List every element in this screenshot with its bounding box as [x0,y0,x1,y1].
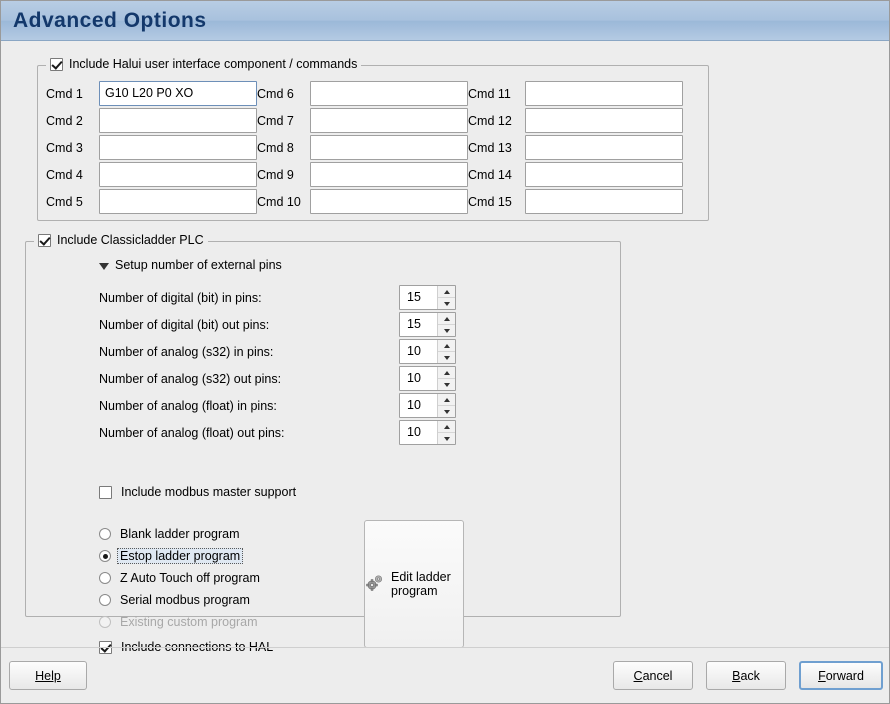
digital-in-pins-stepper[interactable] [399,285,456,310]
page-title: Advanced Options [13,8,207,32]
halui-command-grid [46,80,700,215]
cmd-14-label: Cmd 14 [468,167,512,182]
modbus-master-label: Include modbus master support [121,485,297,499]
ladder-program-radio-group [99,523,273,658]
analog-float-in-pins-value: 10 [407,398,421,412]
cmd-cell-8 [257,135,468,160]
existing-custom-radio [99,616,111,628]
classicladder-checkbox[interactable] [38,234,51,247]
radio-row-serial-modbus[interactable] [99,589,273,611]
spin-down-icon[interactable] [438,379,455,390]
analog-s32-in-pins-value: 10 [407,344,421,358]
cmd-13-input[interactable] [525,135,683,160]
digital-in-pins-label: Number of digital (bit) in pins: [99,290,262,305]
analog-s32-in-pins-label: Number of analog (s32) in pins: [99,344,274,359]
analog-float-in-pins-stepper[interactable] [399,393,456,418]
blank-ladder-radio[interactable] [99,528,111,540]
analog-float-in-pins-label: Number of analog (float) in pins: [99,398,277,413]
cmd-cell-12 [468,108,683,133]
cmd-7-label: Cmd 7 [257,113,294,128]
analog-float-out-pins-arrows[interactable] [437,421,455,444]
edit-ladder-program-button[interactable] [364,520,464,648]
cmd-cell-13 [468,135,683,160]
spin-up-icon[interactable] [438,394,455,406]
table-row [46,161,700,188]
halui-group [37,57,709,221]
halui-group-label: Include Halui user interface component / commands [69,57,358,71]
cmd-1-label: Cmd 1 [46,86,83,101]
cmd-cell-1 [46,81,257,106]
cmd-cell-14 [468,162,683,187]
serial-modbus-radio[interactable] [99,594,111,606]
forward-button-label: Forward [818,668,864,683]
cmd-3-label: Cmd 3 [46,140,83,155]
classicladder-group-header[interactable] [34,233,208,247]
cancel-button-label: Cancel [633,668,673,683]
spin-up-icon[interactable] [438,286,455,298]
analog-float-in-pins-arrows[interactable] [437,394,455,417]
cmd-12-label: Cmd 12 [468,113,512,128]
cmd-cell-4 [46,162,257,187]
pin-row-analog-s32-out [99,365,456,392]
back-button-label: Back [732,668,760,683]
expander-triangle-icon [99,263,109,270]
halui-checkbox[interactable] [50,58,63,71]
analog-float-out-pins-value: 10 [407,425,421,439]
cmd-5-label: Cmd 5 [46,194,83,209]
cmd-6-input[interactable] [310,81,468,106]
cmd-3-input[interactable] [99,135,257,160]
help-button-label: Help [35,668,61,683]
blank-ladder-label: Blank ladder program [120,527,240,541]
digital-out-pins-stepper[interactable] [399,312,456,337]
cmd-10-label: Cmd 10 [257,194,301,209]
analog-float-out-pins-stepper[interactable] [399,420,456,445]
cmd-cell-5 [46,189,257,214]
digital-in-pins-value: 15 [407,290,421,304]
cmd-2-input[interactable] [99,108,257,133]
table-row [46,188,700,215]
cmd-11-label: Cmd 11 [468,86,511,101]
table-row [46,107,700,134]
pin-settings-list [99,284,456,446]
spin-up-icon[interactable] [438,367,455,379]
cancel-button[interactable] [613,661,693,690]
digital-in-pins-arrows[interactable] [437,286,455,309]
z-auto-touch-off-radio[interactable] [99,572,111,584]
digital-out-pins-arrows[interactable] [437,313,455,336]
estop-ladder-label: Estop ladder program [117,548,243,564]
digital-out-pins-label: Number of digital (bit) out pins: [99,317,270,332]
gear-icon [365,573,385,596]
spin-up-icon[interactable] [438,421,455,433]
cmd-9-label: Cmd 9 [257,167,294,182]
table-row [46,80,700,107]
cmd-11-input[interactable] [525,81,683,106]
cmd-10-input[interactable] [310,189,468,214]
analog-float-out-pins-label: Number of analog (float) out pins: [99,425,285,440]
cmd-cell-3 [46,135,257,160]
analog-s32-out-pins-arrows[interactable] [437,367,455,390]
serial-modbus-label: Serial modbus program [120,593,250,607]
classicladder-group-label: Include Classicladder PLC [57,233,204,247]
cmd-cell-9 [257,162,468,187]
halui-group-header[interactable] [46,57,361,71]
cmd-12-input[interactable] [525,108,683,133]
spin-down-icon[interactable] [438,352,455,363]
cmd-cell-10 [257,189,468,214]
analog-s32-out-pins-stepper[interactable] [399,366,456,391]
spin-down-icon[interactable] [438,298,455,309]
help-button[interactable] [9,661,87,690]
modbus-master-checkbox[interactable] [99,486,112,499]
radio-row-z-auto-touch-off[interactable] [99,567,273,589]
analog-s32-out-pins-label: Number of analog (s32) out pins: [99,371,282,386]
existing-custom-label: Existing custom program [120,615,258,629]
spin-down-icon[interactable] [438,406,455,417]
hal-connections-label: Include connections to HAL [121,640,274,654]
cmd-cell-7 [257,108,468,133]
spin-down-icon[interactable] [438,433,455,444]
cmd-9-input[interactable] [310,162,468,187]
cmd-2-label: Cmd 2 [46,113,83,128]
dialog-footer [1,647,889,703]
cmd-6-label: Cmd 6 [257,86,294,101]
cmd-14-input[interactable] [525,162,683,187]
cmd-cell-2 [46,108,257,133]
modbus-master-row[interactable] [99,485,296,499]
pin-row-analog-float-in [99,392,456,419]
external-pins-expander-label: Setup number of external pins [115,258,282,272]
cmd-cell-6 [257,81,468,106]
pin-row-analog-float-out [99,419,456,446]
estop-ladder-radio[interactable] [99,550,111,562]
classicladder-group [25,233,621,654]
cmd-4-label: Cmd 4 [46,167,83,182]
cmd-5-input[interactable] [99,189,257,214]
dialog-content [1,41,889,654]
cmd-15-label: Cmd 15 [468,194,512,209]
spin-up-icon[interactable] [438,340,455,352]
cmd-cell-15 [468,189,683,214]
title-bar [1,1,889,41]
pin-row-digital-out [99,311,456,338]
external-pins-expander[interactable] [99,258,282,272]
analog-s32-in-pins-arrows[interactable] [437,340,455,363]
z-auto-touch-off-label: Z Auto Touch off program [120,571,260,585]
radio-row-blank-ladder[interactable] [99,523,273,545]
radio-row-estop-ladder[interactable] [99,545,273,567]
cmd-4-input[interactable] [99,162,257,187]
cmd-1-input[interactable]: G10 L20 P0 XO [99,81,257,106]
digital-out-pins-value: 15 [407,317,421,331]
cmd-7-input[interactable] [310,108,468,133]
spin-down-icon[interactable] [438,325,455,336]
forward-button[interactable] [799,661,883,690]
radio-row-existing-custom [99,611,273,633]
pin-row-analog-s32-in [99,338,456,365]
cmd-8-label: Cmd 8 [257,140,294,155]
cmd-13-label: Cmd 13 [468,140,512,155]
back-button[interactable] [706,661,786,690]
cmd-cell-11 [468,81,683,106]
analog-s32-out-pins-value: 10 [407,371,421,385]
spin-up-icon[interactable] [438,313,455,325]
edit-ladder-program-label: Edit ladder program [391,570,451,598]
table-row [46,134,700,161]
pin-row-digital-in [99,284,456,311]
cmd-15-input[interactable] [525,189,683,214]
cmd-8-input[interactable] [310,135,468,160]
analog-s32-in-pins-stepper[interactable] [399,339,456,364]
